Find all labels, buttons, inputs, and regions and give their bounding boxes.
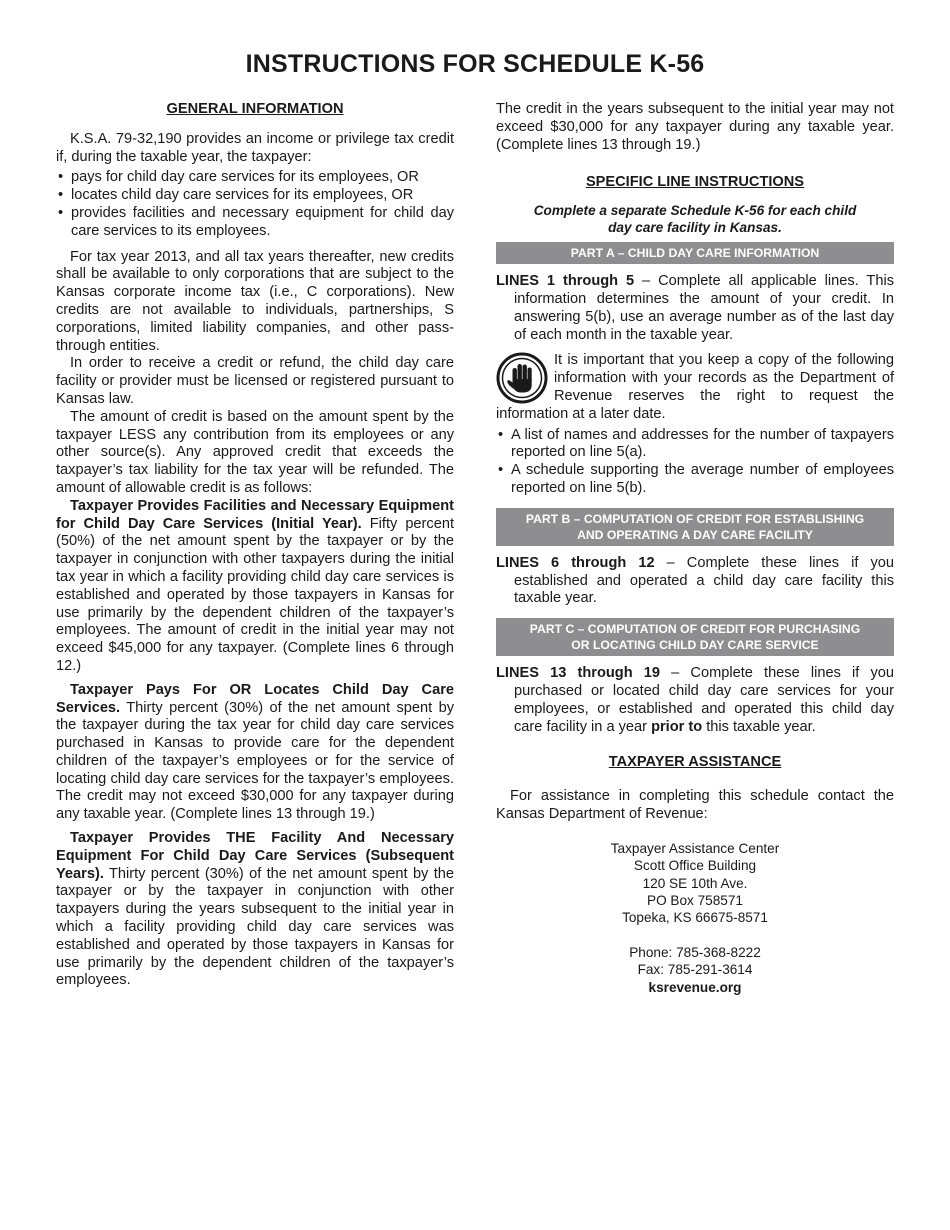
lines-13-19-text: – Complete these lines if you purchased or located child day care services for your employees, or established and operated this child day care facility in a year	[514, 665, 894, 735]
website-link[interactable]: ksrevenue.org	[648, 979, 742, 995]
separate-schedule-note: Complete a separate Schedule K-56 for each child day care facility in Kansas.	[533, 203, 857, 236]
contact-city: Topeka, KS 66675-8571	[622, 910, 768, 926]
pays-locates-paragraph	[56, 682, 454, 824]
part-c-header-line1: PART C – COMPUTATION OF CREDIT FOR PURCHASING	[529, 622, 861, 637]
contact-street: 120 SE 10th Ave.	[642, 875, 748, 891]
licensed-paragraph: In order to receive a credit or refund, the child day care facility or provider must be licensed or registered pursuant to Kansas law.	[56, 355, 454, 407]
lines-6-12-label: LINES 6 through 12	[496, 554, 655, 571]
pays-locates-text: Thirty percent (30%) of the net amount spent by the taxpayer during the tax year for child day care services purchased in Kansas to provide care for the dependent children of the taxpayer’s employees or for the service of locating child day care services for the taxpayer’s employees. The credit may not exceed $30,000 for any taxpayer during any taxable year. (Complete lines 13 through 19.)	[56, 699, 454, 823]
list-item: • pays for child day care services for its employees, OR	[56, 169, 454, 187]
page-title: INSTRUCTIONS FOR SCHEDULE K-56	[245, 50, 705, 78]
subsequent-years-title: Taxpayer Provides THE Facility And Necessary Equipment For Child Day Care Services (Subsequent Years).	[56, 830, 454, 882]
contact-po-box: PO Box 758571	[647, 892, 743, 908]
intro-paragraph: K.S.A. 79-32,190 provides an income or privilege tax credit if, during the taxable year, the taxpayer:	[56, 130, 454, 165]
lines-13-19-paragraph	[496, 665, 894, 736]
lines-6-12-text: – Complete these lines if you established and operated a child day care facility this taxable year.	[514, 554, 894, 607]
credit-conditions-list	[56, 169, 454, 240]
subsequent-limit-paragraph: The credit in the years subsequent to the initial year may not exceed $30,000 for any taxpayer during any taxable year. (Complete lines 13 through 19.)	[496, 101, 894, 153]
contact-center-name: Taxpayer Assistance Center	[610, 840, 780, 856]
assistance-paragraph: For assistance in completing this schedule contact the Kansas Department of Revenue:	[496, 788, 894, 822]
list-item: • A list of names and addresses for the number of taxpayers reported on line 5(a).	[496, 427, 894, 463]
initial-year-paragraph	[56, 498, 454, 676]
contact-building: Scott Office Building	[633, 858, 757, 874]
list-item: • locates child day care services for its employees, OR	[56, 187, 454, 205]
contact-spacer	[496, 927, 894, 944]
prior-to-emphasis: prior to	[651, 718, 703, 735]
initial-year-title: Taxpayer Provides Facilities and Necessary Equipment for Child Day Care Services (Initial Year).	[56, 497, 454, 532]
left-column	[56, 101, 454, 990]
list-item: • A schedule supporting the average number of employees reported on line 5(b).	[496, 462, 894, 498]
general-information-heading: GENERAL INFORMATION	[166, 101, 344, 117]
part-c-header-line2: OR LOCATING CHILD DAY CARE SERVICE	[571, 638, 819, 653]
taxpayer-assistance-heading: TAXPAYER ASSISTANCE	[608, 754, 782, 771]
stop-hand-icon	[496, 352, 548, 404]
contact-phone: Phone: 785-368-8222	[629, 944, 761, 960]
lines-1-5-text: – Complete all applicable lines. This information determines the amount of your credit. In answering 5(b), use an average number as of the last day of each month in the taxable year.	[514, 273, 894, 343]
part-c-header	[496, 618, 894, 656]
records-list	[496, 427, 894, 498]
part-b-header	[496, 508, 894, 546]
right-column	[496, 101, 894, 996]
part-b-header-line2: AND OPERATING A DAY CARE FACILITY	[577, 527, 813, 542]
lines-6-12-paragraph	[496, 555, 894, 608]
part-a-header: PART A – CHILD DAY CARE INFORMATION	[496, 242, 894, 264]
subsequent-years-paragraph	[56, 830, 454, 990]
records-notice	[496, 352, 894, 423]
credit-amount-paragraph: The amount of credit is based on the amount spent by the taxpayer LESS any contribution from its employees or any other source(s). Any approved credit that exceeds the taxpayer’s tax liability for the tax year will be refunded. The amount of allowable credit is as follows:	[56, 408, 454, 496]
records-notice-text: It is important that you keep a copy of the following information with your records as the Department of Revenue reserves the right to request the information at a later date.	[496, 352, 894, 422]
lines-13-19-text-end: this taxable year.	[702, 718, 816, 735]
pays-locates-title: Taxpayer Pays For OR Locates Child Day Care Services.	[56, 681, 454, 716]
tax-year-paragraph: For tax year 2013, and all tax years thereafter, new credits shall be available to only corporations that are subject to the Kansas corporate income tax (i.e., C corporations). New credits are not available to individuals, partnerships, S corporations, limited liability companies, and other pass-through entities.	[56, 248, 454, 354]
initial-year-text: Fifty percent (50%) of the net amount spent by the taxpayer or by the taxpayer in conjunction with other taxpayers during the initial tax year in which a facility providing child day care services is established and operated by those taxpayers in Kansas for use primarily by the dependent children of the taxpayer’s employees. The amount of credit in the initial year may not exceed $45,000 for any taxpayer. (Complete lines 6 through 12.)	[56, 515, 454, 674]
contact-block	[496, 840, 894, 996]
lines-1-5-label: LINES 1 through 5	[496, 273, 635, 290]
subsequent-years-text: Thirty percent (30%) of the net amount spent by the taxpayer or by the taxpayer in conjunction with other taxpayers during the years subsequent to the initial year in which a facility providing child day care services was established and operated by those taxpayers in Kansas for use primarily by the dependent children of the taxpayer’s employees.	[56, 865, 454, 989]
lines-13-19-label: LINES 13 through 19	[496, 665, 660, 682]
lines-1-5-paragraph	[496, 273, 894, 344]
contact-fax: Fax: 785-291-3614	[637, 962, 753, 978]
part-b-header-line1: PART B – COMPUTATION OF CREDIT FOR ESTABLISHING	[525, 511, 865, 526]
specific-line-instructions-heading: SPECIFIC LINE INSTRUCTIONS	[585, 174, 805, 191]
list-item: • provides facilities and necessary equipment for child day care services to its employees.	[56, 205, 454, 241]
